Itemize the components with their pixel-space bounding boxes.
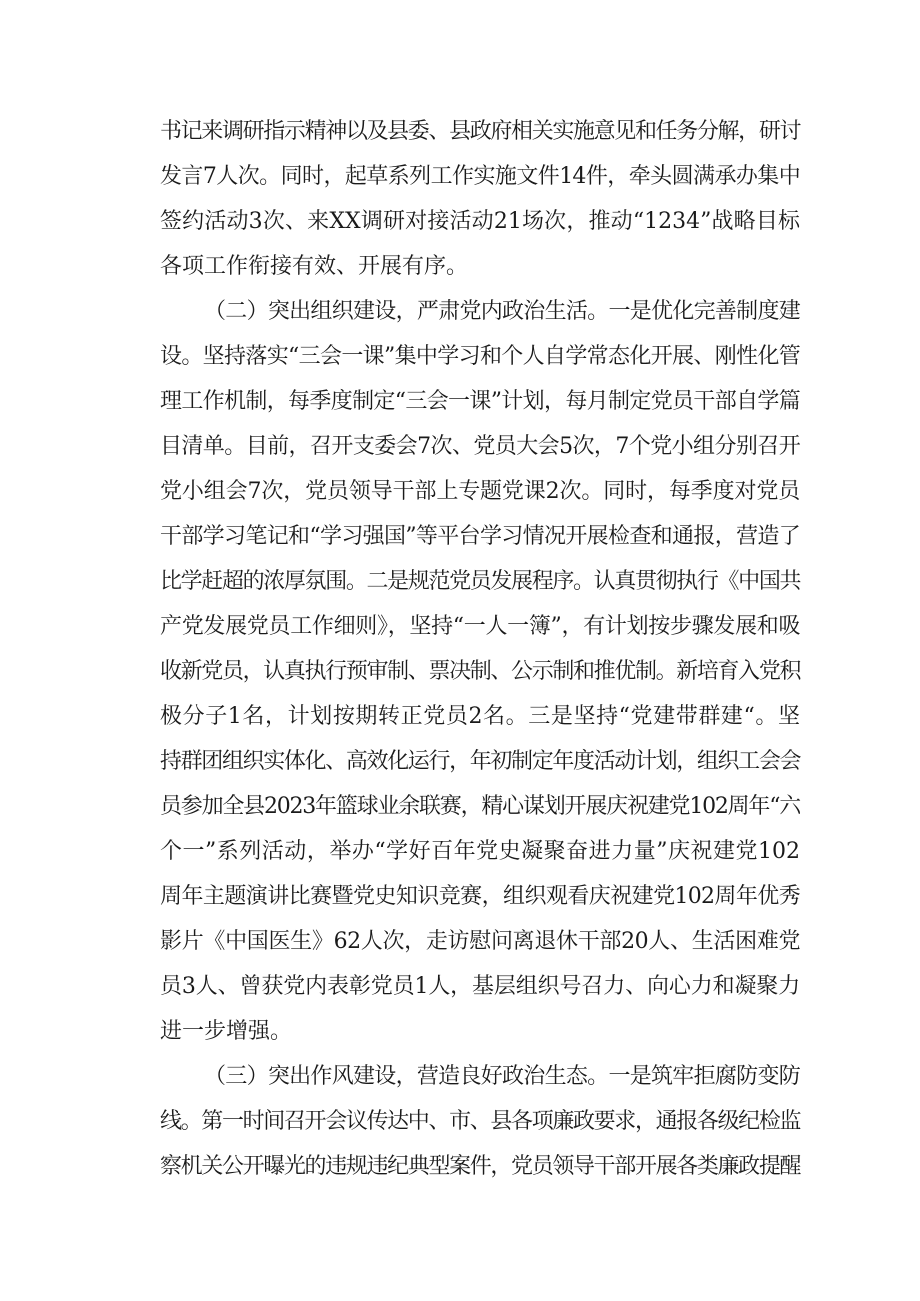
text-line: 员参加全县2023年篮球业余联赛，精心谋划开展庆祝建党102周年“六: [160, 794, 800, 819]
text-line: 目清单。目前，召开支委会7次、党员大会5次，7个党小组分别召开: [160, 434, 800, 459]
text-line: 察机关公开曝光的违规违纪典型案件，党员领导干部开展各类廉政提醒: [160, 1154, 800, 1179]
text-line: 个一”系列活动，举办“学好百年党史凝聚奋进力量”庆祝建党102: [160, 839, 800, 864]
text-line: 进一步增强。: [160, 1019, 293, 1044]
text-line: 设。坚持落实“三会一课”集中学习和个人自学常态化开展、刚性化管: [160, 344, 800, 369]
text-line: 干部学习笔记和“学习强国”等平台学习情况开展检查和通报，营造了: [160, 524, 800, 549]
text-line: 比学赶超的浓厚氛围。二是规范党员发展程序。认真贯彻执行《中国共: [160, 569, 800, 594]
text-line: 理工作机制，每季度制定“三会一课”计划，每月制定党员干部自学篇: [160, 389, 800, 414]
text-line: 签约活动3次、来XX调研对接活动21场次，推动“1234”战略目标: [160, 209, 800, 234]
text-line: 周年主题演讲比赛暨党史知识竞赛，组织观看庆祝建党102周年优秀: [160, 884, 800, 909]
text-line: 产党发展党员工作细则》，坚持“一人一簿”，有计划按步骤发展和吸: [160, 614, 800, 639]
text-line: 书记来调研指示精神以及县委、县政府相关实施意见和任务分解，研讨: [160, 119, 800, 144]
text-line: 党小组会7次，党员领导干部上专题党课2次。同时，每季度对党员: [160, 479, 800, 504]
paragraph-heading-line: （三）突出作风建设，营造良好政治生态。一是筑牢拒腐防变防: [204, 1064, 800, 1089]
paragraph-heading-line: （二）突出组织建设，严肃党内政治生活。一是优化完善制度建: [204, 299, 800, 324]
text-line: 收新党员，认真执行预审制、票决制、公示制和推优制。新培育入党积: [160, 659, 800, 684]
text-line: 发言7人次。同时，起草系列工作实施文件14件，牵头圆满承办集中: [160, 164, 800, 189]
text-line: 员3人、曾获党内表彰党员1人，基层组织号召力、向心力和凝聚力: [160, 974, 800, 999]
text-line: 影片《中国医生》62人次，走访慰问离退休干部20人、生活困难党: [160, 929, 800, 954]
text-line: 各项工作衔接有效、开展有序。: [160, 254, 469, 279]
text-line: 极分子1名，计划按期转正党员2名。三是坚持“党建带群建“。坚: [160, 704, 800, 729]
text-line: 线。第一时间召开会议传达中、市、县各项廉政要求，通报各级纪检监: [160, 1109, 800, 1134]
text-line: 持群团组织实体化、高效化运行，年初制定年度活动计划，组织工会会: [160, 749, 800, 774]
